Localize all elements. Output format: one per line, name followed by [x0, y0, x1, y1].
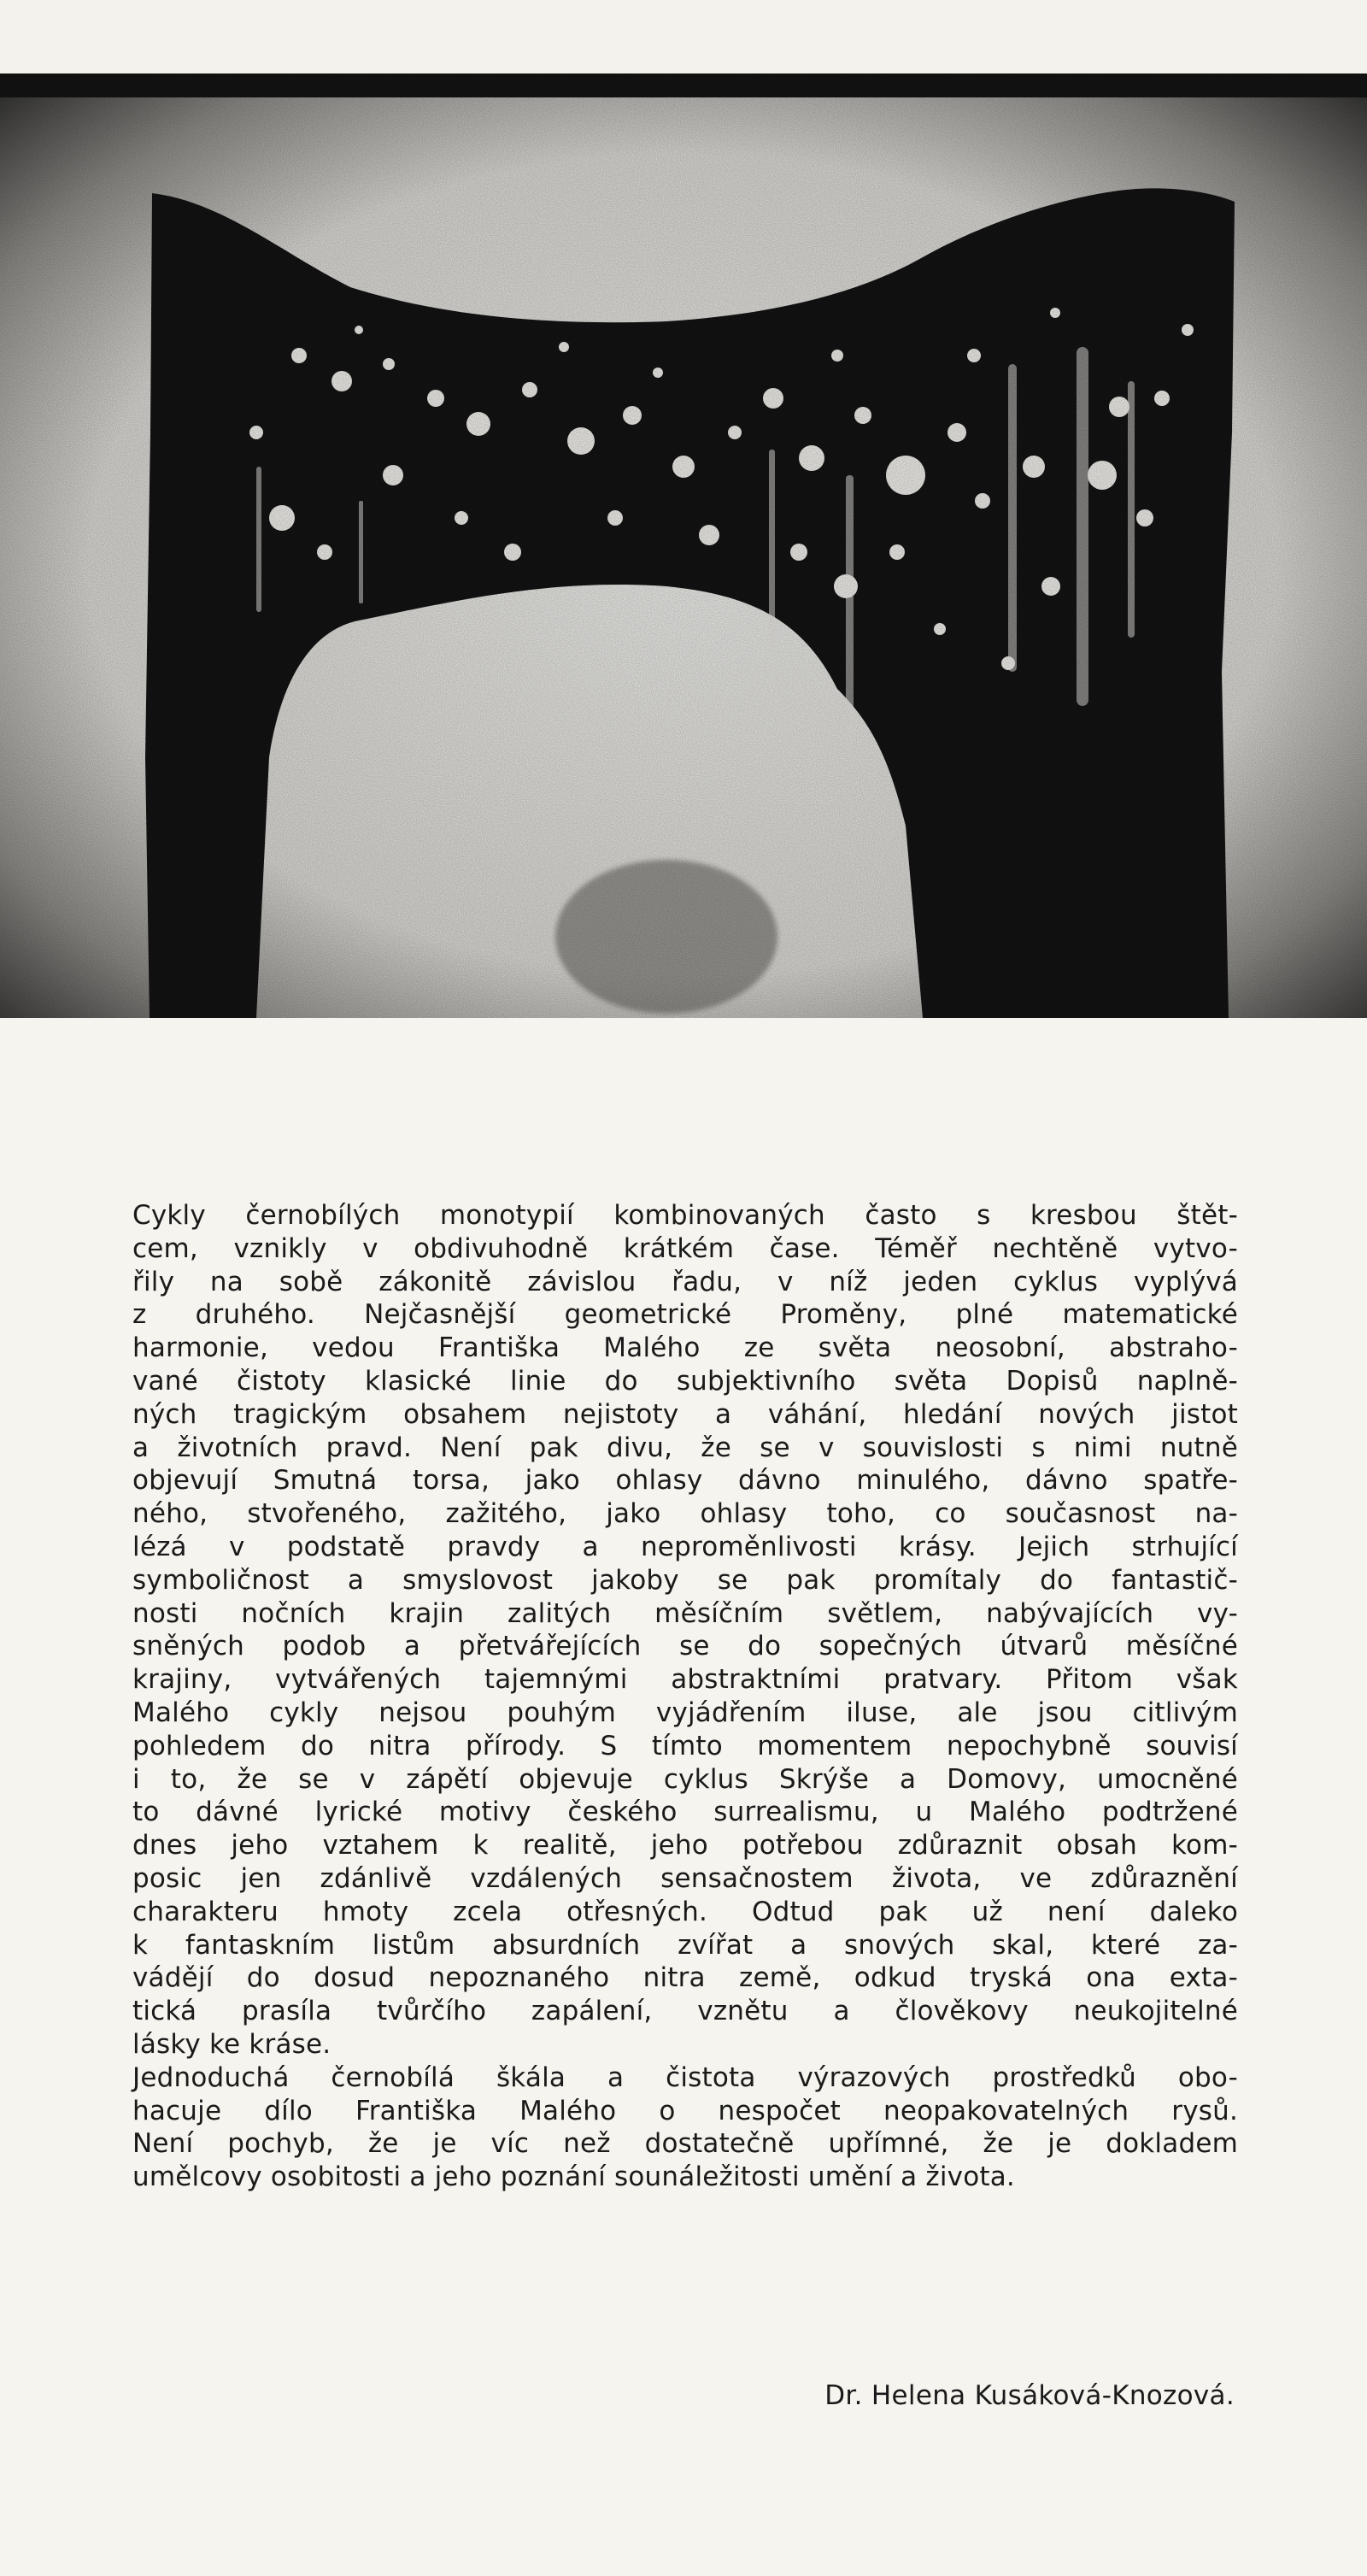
article-line: z druhého. Nejčasnější geometrické Proměny, plné matematické: [132, 1299, 1238, 1331]
top-margin: [0, 0, 1367, 74]
artwork-svg: [0, 74, 1367, 1018]
article-line: cem, vznikly v obdivuhodně krátkém čase. Téměř nechtěně vytvo-: [132, 1232, 1238, 1264]
article-line: lásky ke kráse.: [132, 2028, 331, 2060]
article-line: a životních pravd. Není pak divu, že se v souvislosti s nimi nutně: [132, 1432, 1238, 1463]
article-line: vané čistoty klasické linie do subjektivního světa Dopisů naplně-: [132, 1365, 1238, 1397]
article-line: charakteru hmoty zcela otřesných. Odtud pak už není daleko: [132, 1896, 1238, 1927]
article-line: Malého cykly nejsou pouhým vyjádřením iluse, ale jsou citlivým: [132, 1697, 1238, 1728]
article-line: objevují Smutná torsa, jako ohlasy dávno minulého, dávno spatře-: [132, 1465, 1238, 1497]
article-line: i to, že se v zápětí objevuje cyklus Skrýše a Domovy, umocněné: [132, 1763, 1238, 1795]
article-line: lézá v podstatě pravdy a neproměnlivosti krásy. Jejich strhující: [132, 1531, 1238, 1562]
article-line: posic jen zdánlivě vzdálených sensačnostem života, ve zdůraznění: [132, 1862, 1238, 1894]
article-line: to dávné lyrické motivy českého surrealismu, u Malého podtržené: [132, 1797, 1238, 1828]
artwork-grain: [0, 74, 1367, 1018]
article-line: symboličnost a smyslovost jakoby se pak promítaly do fantastič-: [132, 1564, 1238, 1596]
article-line: hacuje dílo Františka Malého o nespočet neopakovatelných rysů.: [132, 2095, 1238, 2126]
author-signature: Dr. Helena Kusáková-Knozová.: [824, 2380, 1235, 2411]
monotype-artwork-image: [0, 74, 1367, 1018]
article-line: Jednoduchá černobílá škála a čistota výrazových prostředků obo-: [132, 2061, 1238, 2093]
article-line: ného, stvořeného, zažitého, jako ohlasy toho, co současnost na-: [132, 1498, 1238, 1530]
article-line: dnes jeho vztahem k realitě, jeho potřebou zdůraznit obsah kom-: [132, 1830, 1238, 1861]
article-line: řily na sobě zákonitě závislou řadu, v níž jeden cyklus vyplývá: [132, 1266, 1238, 1297]
article-line: sněných podob a přetvářejících se do sopečných útvarů měsíčné: [132, 1631, 1238, 1662]
article-line: harmonie, vedou Františka Malého ze světa neosobní, abstraho-: [132, 1332, 1238, 1364]
article-line: krajiny, vytvářených tajemnými abstraktními pratvary. Přitom však: [132, 1664, 1238, 1696]
article-line: pohledem do nitra přírody. S tímto momentem nepochybně souvisí: [132, 1730, 1238, 1761]
article-body: [132, 1199, 1238, 2194]
article-line: Není pochyb, že je víc než dostatečně upřímné, že je dokladem: [132, 2128, 1238, 2160]
article-line: ných tragickým obsahem nejistoty a váhání, hledání nových jistot: [132, 1398, 1238, 1430]
article-line: tická prasíla tvůrčího zapálení, vznětu a člověkovy neukojitelné: [132, 1996, 1238, 2027]
article-line: Cykly černobílých monotypií kombinovaných často s kresbou štět-: [132, 1200, 1238, 1231]
article-line: umělcovy osobitosti a jeho poznání sounáležitosti umění a života.: [132, 2161, 1015, 2193]
article-line: nosti nočních krajin zalitých měsíčním světlem, nabývajících vy-: [132, 1597, 1238, 1629]
article-line: vádějí do dosud nepoznaného nitra země, odkud tryská ona exta-: [132, 1962, 1238, 1994]
article-line: k fantaskním listům absurdních zvířat a snových skal, které za-: [132, 1929, 1238, 1961]
